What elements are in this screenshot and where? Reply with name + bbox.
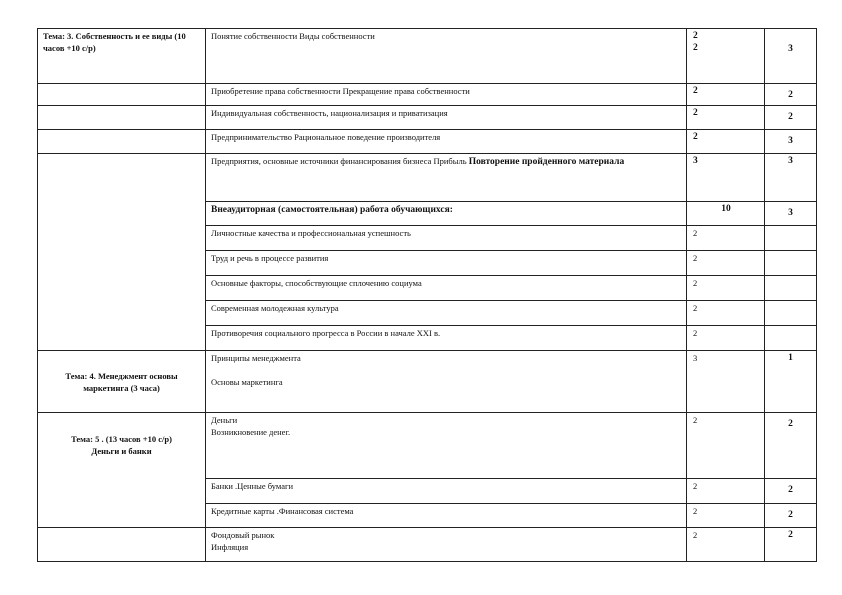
- hours-cell: [687, 84, 765, 106]
- hours-value: 2: [693, 506, 698, 516]
- content-cell: [206, 226, 687, 251]
- content-cell: [206, 351, 687, 413]
- mark-value: 3: [788, 44, 793, 54]
- hours-value: 2: [693, 108, 698, 118]
- content-cell: [206, 413, 687, 479]
- mark-value: 1: [788, 353, 793, 363]
- mark-cell: [765, 106, 817, 130]
- table-row: [38, 29, 817, 84]
- hours-cell: [687, 326, 765, 351]
- mark-cell: [765, 130, 817, 154]
- content-cell: [206, 504, 687, 528]
- mark-cell: [765, 504, 817, 528]
- mark-value: 3: [788, 136, 793, 146]
- content-text: Возникновение денег.: [211, 427, 291, 437]
- hours-value: 2: [693, 328, 698, 338]
- hours-cell: [687, 154, 765, 202]
- content-text: Основные факторы, способствующие сплочению социума: [211, 278, 422, 288]
- content-cell: [206, 326, 687, 351]
- mark-cell: [765, 202, 817, 226]
- content-text: Кредитные карты .Финансовая система: [211, 506, 354, 516]
- content-text: Предпринимательство Рациональное поведение производителя: [211, 132, 441, 142]
- mark-cell: [765, 413, 817, 479]
- hours-value: 10: [721, 204, 731, 214]
- hours-value: 2: [693, 415, 698, 425]
- hours-cell: [687, 251, 765, 276]
- table-row: [38, 413, 817, 479]
- hours-cell: [687, 504, 765, 528]
- hours-value: 2: [693, 86, 698, 96]
- hours-value: 2: [693, 31, 698, 41]
- hours-value: 2: [693, 132, 698, 142]
- mark-cell: [765, 276, 817, 301]
- content-text: Банки .Ценные бумаги: [211, 481, 294, 491]
- content-cell: [206, 154, 687, 202]
- hours-value: 3: [693, 353, 698, 363]
- hours-value: 2: [693, 253, 698, 263]
- table-row: [38, 528, 817, 562]
- mark-value: 2: [788, 485, 793, 495]
- content-text: Приобретение права собственности Прекращение права собственности: [211, 86, 470, 96]
- topic-cell: [38, 130, 206, 154]
- content-text: Основы маркетинга: [211, 377, 283, 387]
- content-text: Внеаудиторная (самостоятельная) работа обучающихся:: [211, 205, 453, 215]
- table-row: [38, 154, 817, 202]
- mark-cell: [765, 251, 817, 276]
- curriculum-table: [37, 28, 817, 562]
- content-text: Труд и речь в процессе развития: [211, 253, 329, 263]
- table-row: [38, 130, 817, 154]
- table-row: [38, 351, 817, 413]
- mark-value: 3: [788, 156, 793, 166]
- topic-text: Деньги и банки: [91, 446, 152, 456]
- hours-cell: [687, 106, 765, 130]
- content-cell: [206, 202, 687, 226]
- mark-value: 2: [788, 90, 793, 100]
- hours-cell: [687, 276, 765, 301]
- hours-value: 3: [693, 156, 698, 166]
- mark-value: 2: [788, 112, 793, 122]
- hours-value: 2: [693, 43, 698, 53]
- hours-cell: [687, 413, 765, 479]
- content-cell: [206, 301, 687, 326]
- topic-text: Тема: 4. Менеджмент основы маркетинга (3 часа): [65, 370, 178, 393]
- mark-cell: [765, 528, 817, 562]
- topic-cell: [38, 106, 206, 130]
- content-cell: [206, 479, 687, 504]
- hours-cell: [687, 301, 765, 326]
- mark-value: 2: [788, 419, 793, 429]
- spacer: [211, 364, 681, 376]
- topic-cell: [38, 351, 206, 413]
- content-text: Принципы менеджмента: [211, 353, 301, 363]
- content-cell: [206, 251, 687, 276]
- hours-cell: [687, 479, 765, 504]
- mark-cell: [765, 226, 817, 251]
- mark-cell: [765, 29, 817, 84]
- mark-cell: [765, 326, 817, 351]
- hours-cell: [687, 528, 765, 562]
- mark-cell: [765, 301, 817, 326]
- topic-cell: [38, 413, 206, 528]
- mark-cell: [765, 84, 817, 106]
- mark-cell: [765, 479, 817, 504]
- table-row: [38, 84, 817, 106]
- table-row: [38, 106, 817, 130]
- topic-cell: [38, 154, 206, 351]
- content-cell: [206, 528, 687, 562]
- hours-value: 2: [693, 278, 698, 288]
- hours-cell: [687, 351, 765, 413]
- mark-value: 3: [788, 208, 793, 218]
- content-text: Понятие собственности Виды собственности: [211, 31, 375, 41]
- mark-cell: [765, 351, 817, 413]
- hours-value: 2: [693, 530, 698, 540]
- content-text: Современная молодежная культура: [211, 303, 339, 313]
- topic-cell: [38, 84, 206, 106]
- content-cell: [206, 84, 687, 106]
- hours-cell: [687, 226, 765, 251]
- hours-cell: [687, 29, 765, 84]
- hours-cell: [687, 202, 765, 226]
- content-cell: [206, 106, 687, 130]
- mark-value: 2: [788, 530, 793, 540]
- hours-value: 2: [693, 481, 698, 491]
- topic-cell: [38, 29, 206, 84]
- content-text: Деньги: [211, 415, 238, 425]
- hours-value: 2: [693, 228, 698, 238]
- content-text: Предприятия, основные источники финансирования бизнеса Прибыль: [211, 156, 467, 166]
- content-text: Противоречия социального прогресса в России в начале XXI в.: [211, 328, 441, 338]
- content-cell: [206, 276, 687, 301]
- hours-value: 2: [693, 303, 698, 313]
- mark-cell: [765, 154, 817, 202]
- content-cell: [206, 29, 687, 84]
- content-text: Индивидуальная собственность, национализация и приватизация: [211, 108, 448, 118]
- content-text: Личностные качества и профессиональная успешность: [211, 228, 411, 238]
- content-cell: [206, 130, 687, 154]
- content-text: Фондовый рынок: [211, 530, 275, 540]
- content-bold-text: Повторение пройденного материала: [468, 157, 625, 167]
- topic-text: Тема: 5 . (13 часов +10 с/р): [71, 434, 172, 444]
- mark-value: 2: [788, 510, 793, 520]
- topic-cell: [38, 528, 206, 562]
- content-text: Инфляция: [211, 542, 249, 552]
- hours-cell: [687, 130, 765, 154]
- topic-text: Тема: 3. Собственность и ее виды (10 часов +10 с/р): [43, 31, 186, 53]
